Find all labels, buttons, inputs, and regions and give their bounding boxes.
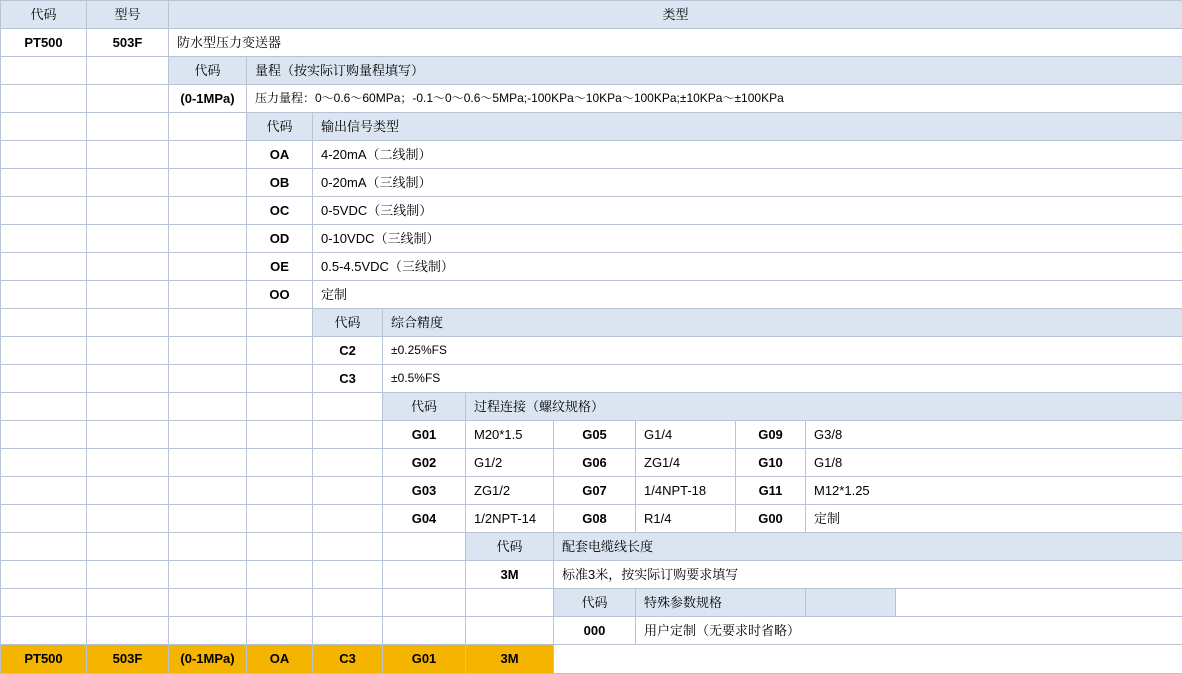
- spacer-cell: [87, 169, 169, 197]
- spacer-cell: [1, 281, 87, 309]
- model-row: [1, 29, 1182, 57]
- output-value: 0-5VDC（三线制）: [313, 197, 1182, 225]
- result-range: (0-1MPa): [169, 645, 247, 674]
- process-value: 定制: [806, 505, 1182, 533]
- spacer-cell: [313, 617, 383, 645]
- spacer-cell: [87, 533, 169, 561]
- spacer-cell: [169, 337, 247, 365]
- spacer-cell: [313, 393, 383, 421]
- spacer-cell: [87, 477, 169, 505]
- process-row: [1, 505, 1182, 533]
- spacer-cell: [1, 113, 87, 141]
- accuracy-code: C3: [313, 365, 383, 393]
- spacer-cell: [247, 421, 313, 449]
- spacer-cell: [169, 141, 247, 169]
- process-row: [1, 449, 1182, 477]
- spacer-cell: [87, 281, 169, 309]
- accuracy-value: ±0.5%FS: [383, 365, 1182, 393]
- range-header-code: 代码: [169, 57, 247, 85]
- spacer-cell: [1, 197, 87, 225]
- spacer-cell: [1, 477, 87, 505]
- output-value: 0.5-4.5VDC（三线制）: [313, 253, 1182, 281]
- spacer-cell: [87, 141, 169, 169]
- spacer-cell: [896, 589, 1182, 617]
- output-value: 定制: [313, 281, 1182, 309]
- spacer-cell: [247, 589, 313, 617]
- process-value: ZG1/4: [636, 449, 736, 477]
- model-number: 503F: [87, 29, 169, 57]
- output-code: OC: [247, 197, 313, 225]
- spacer-cell: [87, 421, 169, 449]
- spacer-cell: [1, 169, 87, 197]
- spacer-cell: [1, 337, 87, 365]
- cable-header-row: [1, 533, 1182, 561]
- range-header-row: [1, 57, 1182, 85]
- cable-value: 标准3米，按实际订购要求填写: [554, 561, 1182, 589]
- spacer-cell: [169, 393, 247, 421]
- spacer-cell: [87, 561, 169, 589]
- model-code: PT500: [1, 29, 87, 57]
- process-code: G10: [736, 449, 806, 477]
- process-value: G1/8: [806, 449, 1182, 477]
- spacer-cell: [313, 589, 383, 617]
- process-value: M20*1.5: [466, 421, 554, 449]
- spacer-cell: [87, 617, 169, 645]
- spacer-cell: [313, 449, 383, 477]
- spacer-cell: [1, 393, 87, 421]
- spacer-cell: [169, 225, 247, 253]
- spacer-cell: [169, 169, 247, 197]
- process-code: G00: [736, 505, 806, 533]
- special-code: 000: [554, 617, 636, 645]
- spacer-cell: [1, 505, 87, 533]
- accuracy-row: [1, 337, 1182, 365]
- spacer-cell: [169, 113, 247, 141]
- process-code: G08: [554, 505, 636, 533]
- process-code: G01: [383, 421, 466, 449]
- spacer-cell: [169, 561, 247, 589]
- process-code: G07: [554, 477, 636, 505]
- special-row: [1, 617, 1182, 645]
- result-model-code: PT500: [1, 645, 87, 674]
- spacer-cell: [169, 421, 247, 449]
- output-header-label: 输出信号类型: [313, 113, 1182, 141]
- spacer-cell: [247, 309, 313, 337]
- spacer-cell: [247, 337, 313, 365]
- cable-header-code: 代码: [466, 533, 554, 561]
- accuracy-header-row: [1, 309, 1182, 337]
- result-empty: [554, 645, 1182, 674]
- output-code: OA: [247, 141, 313, 169]
- cable-header-label: 配套电缆线长度: [554, 533, 1182, 561]
- process-value: G1/2: [466, 449, 554, 477]
- range-value: 压力量程：0～0.6～60MPa；-0.1～0～0.6～5MPa;-100KPa～10KPa～100KPa;±10KPa～±100KPa: [247, 85, 1182, 113]
- process-row: [1, 477, 1182, 505]
- cable-code: 3M: [466, 561, 554, 589]
- output-row: [1, 141, 1182, 169]
- selected-model-row: [1, 645, 1182, 674]
- spacer-cell: [87, 393, 169, 421]
- output-value: 0-20mA（三线制）: [313, 169, 1182, 197]
- spacer-cell: [169, 589, 247, 617]
- output-row: [1, 197, 1182, 225]
- process-code: G06: [554, 449, 636, 477]
- process-code: G09: [736, 421, 806, 449]
- spacer-cell: [247, 505, 313, 533]
- output-row: [1, 169, 1182, 197]
- header-model: 型号: [87, 1, 169, 29]
- special-header-label: 特殊参数规格: [636, 589, 806, 617]
- spacer-cell: [1, 617, 87, 645]
- special-value: 用户定制（无要求时省略）: [636, 617, 1182, 645]
- process-row: [1, 421, 1182, 449]
- result-cable: 3M: [466, 645, 554, 674]
- output-row: [1, 225, 1182, 253]
- spacer-cell: [87, 197, 169, 225]
- spacer-cell: [169, 505, 247, 533]
- process-value: 1/4NPT-18: [636, 477, 736, 505]
- output-header-code: 代码: [247, 113, 313, 141]
- spacer-cell: [1, 365, 87, 393]
- spacer-cell: [383, 533, 466, 561]
- spacer-cell: [1, 589, 87, 617]
- spacer-cell: [247, 393, 313, 421]
- process-value: G1/4: [636, 421, 736, 449]
- spacer-cell: [383, 589, 466, 617]
- spacer-cell: [313, 477, 383, 505]
- spacer-cell: [1, 533, 87, 561]
- output-code: OE: [247, 253, 313, 281]
- process-code: G11: [736, 477, 806, 505]
- process-value: 1/2NPT-14: [466, 505, 554, 533]
- spacer-cell: [87, 113, 169, 141]
- spacer-cell: [87, 365, 169, 393]
- spacer-cell: [466, 589, 554, 617]
- spacer-cell: [1, 449, 87, 477]
- header-type: 类型: [169, 1, 1182, 29]
- spacer-cell: [87, 337, 169, 365]
- process-code: G04: [383, 505, 466, 533]
- spacer-cell: [87, 505, 169, 533]
- output-code: OO: [247, 281, 313, 309]
- header-code: 代码: [1, 1, 87, 29]
- spacer-cell: [313, 533, 383, 561]
- spacer-cell: [383, 617, 466, 645]
- spacer-cell: [313, 421, 383, 449]
- spacer-cell: [87, 253, 169, 281]
- result-process: G01: [383, 645, 466, 674]
- output-row: [1, 253, 1182, 281]
- spacer-cell: [1, 309, 87, 337]
- result-output: OA: [247, 645, 313, 674]
- accuracy-header-label: 综合精度: [383, 309, 1182, 337]
- accuracy-code: C2: [313, 337, 383, 365]
- spacer-cell: [169, 281, 247, 309]
- accuracy-header-code: 代码: [313, 309, 383, 337]
- spacer-cell: [1, 57, 87, 85]
- process-header-row: [1, 393, 1182, 421]
- accuracy-row: [1, 365, 1182, 393]
- spacer-cell: [383, 561, 466, 589]
- range-row: [1, 85, 1182, 113]
- spacer-cell: [313, 505, 383, 533]
- spacer-cell: [169, 197, 247, 225]
- spacer-cell: [247, 561, 313, 589]
- spacer-cell: [169, 477, 247, 505]
- process-header-code: 代码: [383, 393, 466, 421]
- spacer-cell: [1, 141, 87, 169]
- output-code: OB: [247, 169, 313, 197]
- process-value: ZG1/2: [466, 477, 554, 505]
- spacer-cell: [1, 253, 87, 281]
- spacer-cell: [87, 589, 169, 617]
- spacer-cell: [1, 561, 87, 589]
- spacer-cell: [247, 477, 313, 505]
- process-code: G03: [383, 477, 466, 505]
- spacer-cell: [87, 309, 169, 337]
- process-code: G05: [554, 421, 636, 449]
- spacer-cell: [1, 421, 87, 449]
- spacer-cell: [87, 449, 169, 477]
- spacer-cell: [466, 617, 554, 645]
- spacer-cell: [1, 225, 87, 253]
- spacer-cell: [247, 617, 313, 645]
- result-accuracy: C3: [313, 645, 383, 674]
- output-row: [1, 281, 1182, 309]
- range-header-label: 量程（按实际订购量程填写）: [247, 57, 1182, 85]
- accuracy-value: ±0.25%FS: [383, 337, 1182, 365]
- spacer-cell: [169, 533, 247, 561]
- spacer-cell: [1, 85, 87, 113]
- spacer-cell: [247, 533, 313, 561]
- process-value: R1/4: [636, 505, 736, 533]
- special-header-code: 代码: [554, 589, 636, 617]
- output-header-row: [1, 113, 1182, 141]
- spacer-cell: [247, 449, 313, 477]
- table-header-row: [1, 1, 1182, 29]
- spacer-cell: [87, 85, 169, 113]
- spacer-cell: [169, 365, 247, 393]
- special-header-pad: [806, 589, 896, 617]
- model-type: 防水型压力变送器: [169, 29, 1182, 57]
- spacer-cell: [87, 225, 169, 253]
- output-code: OD: [247, 225, 313, 253]
- spacer-cell: [169, 617, 247, 645]
- spacer-cell: [247, 365, 313, 393]
- spacer-cell: [87, 57, 169, 85]
- result-model: 503F: [87, 645, 169, 674]
- process-value: M12*1.25: [806, 477, 1182, 505]
- process-value: G3/8: [806, 421, 1182, 449]
- spacer-cell: [313, 561, 383, 589]
- cable-row: [1, 561, 1182, 589]
- output-value: 4-20mA（二线制）: [313, 141, 1182, 169]
- range-code: (0-1MPa): [169, 85, 247, 113]
- process-code: G02: [383, 449, 466, 477]
- spacer-cell: [169, 253, 247, 281]
- spacer-cell: [169, 449, 247, 477]
- process-header-label: 过程连接（螺纹规格）: [466, 393, 1182, 421]
- special-header-row: [1, 589, 1182, 617]
- spacer-cell: [169, 309, 247, 337]
- output-value: 0-10VDC（三线制）: [313, 225, 1182, 253]
